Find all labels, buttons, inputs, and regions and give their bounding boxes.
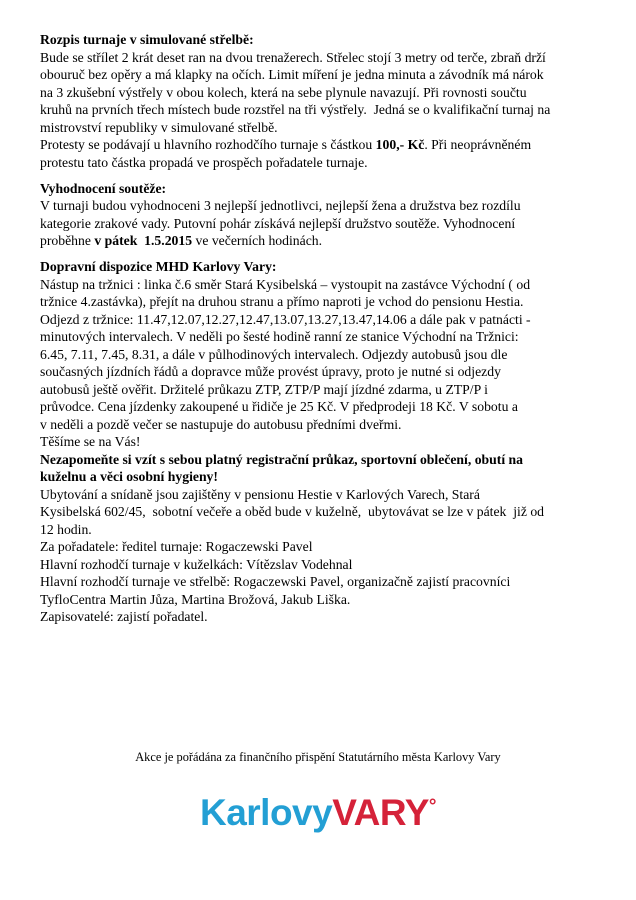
- logo-word-vary: VARY: [332, 792, 429, 833]
- text-line: Nástup na tržnici : linka č.6 směr Stará Kysibelská – vystoupit na zastávce Východní ( od: [40, 276, 531, 292]
- reminder-bold-line: Nezapomeňte si vzít s sebou platný registrační průkaz, sportovní oblečení, obutí na: [40, 451, 523, 467]
- evaluation-text: ve večerních hodinách.: [192, 233, 323, 248]
- protest-fee: 100,- Kč: [375, 137, 425, 152]
- protest-text: . Při neoprávněném: [424, 137, 532, 152]
- organizer-line: Hlavní rozhodčí turnaje ve střelbě: Rogaczewski Pavel, organizačně zajistí pracovníci: [40, 574, 511, 589]
- section-heading-shooting: Rozpis turnaje v simulované střelbě:: [40, 32, 254, 47]
- logo-degree-mark: °: [428, 796, 437, 817]
- text-line: v neděli a pozdě večer se nastupuje do autobusu předními dveřmi.: [40, 416, 402, 432]
- text-line: tržnice 4.zastávka), přejít na druhou stranu a přímo naproti je vchod do pensionu Hestia.: [40, 294, 524, 309]
- section-spacer: [40, 250, 620, 259]
- text-line: Kysibelská 602/45, sobotní večeře a oběd bude v kuželně, ubytovávat se lze v pátek již od: [40, 504, 545, 519]
- text-line: obouruč bez opěry a má klapky na očích. Limit míření je jedna minuta a závodník má nárok: [40, 67, 544, 82]
- karlovy-vary-logo: [0, 792, 636, 834]
- text-line: na 3 zkušební výstřely v obou kolech, která na sebe plynule navazují. Při rovnosti součtu: [40, 84, 527, 100]
- organizer-line: Za pořadatele: ředitel turnaje: Rogaczewski Pavel: [40, 539, 313, 554]
- document-body: [40, 31, 620, 626]
- text-line: minutových intervalech. V neděli po šesté hodině ranní ze stanice Východní na Tržnici:: [40, 329, 519, 344]
- text-line: Ubytování a snídaně jsou zajištěny v pensionu Hestie v Karlových Varech, Stará: [40, 486, 480, 502]
- closing-line: Těšíme se na Vás!: [40, 434, 141, 449]
- text-line: [40, 136, 620, 154]
- footer-note: Akce je pořádána za finančního přispění Statutárního města Karlovy Vary: [135, 750, 501, 764]
- text-line: V turnaji budou vyhodnoceni 3 nejlepší jednotlivci, nejlepší žena a družstva bez rozdílu: [40, 198, 521, 213]
- section-spacer: [40, 171, 620, 180]
- organizer-line: TyfloCentra Martin Jůza, Martina Brožová, Jakub Liška.: [40, 591, 351, 607]
- section-heading-transport: Dopravní dispozice MHD Karlovy Vary:: [40, 259, 277, 274]
- text-line: kategorie zrakové vady. Putovní pohár získává nejlepší družstvo soutěže. Vyhodnocení: [40, 215, 516, 231]
- text-line: [40, 232, 620, 250]
- event-date: v pátek 1.5.2015: [94, 233, 193, 248]
- protest-text: Protesty se podávají u hlavního rozhodčího turnaje s částkou: [40, 137, 376, 152]
- text-line: 12 hodin.: [40, 521, 92, 537]
- text-line: protestu tato částka propadá ve prospěch pořadatele turnaje.: [40, 154, 368, 170]
- text-line: mistrovství republiky v simulované střelbě.: [40, 119, 278, 135]
- text-line: autobusů ještě ověřit. Držitelé průkazu ZTP, ZTP/P mají jízdné zdarma, u ZTP/P i: [40, 381, 488, 397]
- text-line: průvodce. Cena jízdenky zakoupené u řidiče je 25 Kč. V předprodeji 18 Kč. V sobotu a: [40, 399, 518, 414]
- text-line: současných jízdních řádů a dopravce může provést úpravy, proto je nutné si odjezdy: [40, 364, 501, 379]
- text-line: 6.45, 7.11, 7.45, 8.31, a dále v půlhodinových intervalech. Odjezdy autobusů jsou dle: [40, 346, 508, 362]
- section-heading-evaluation: Vyhodnocení soutěže:: [40, 180, 167, 196]
- text-line: Bude se střílet 2 krát deset ran na dvou trenažerech. Střelec stojí 3 metry od terče, zbraň drží: [40, 49, 546, 65]
- text-line: Odjezd z tržnice: 11.47,12.07,12.27,12.47,13.07,13.27,13.47,14.06 a dále pak v patnácti -: [40, 311, 531, 327]
- reminder-bold-line: kuželnu a věci osobní hygieny!: [40, 469, 218, 484]
- text-line: kruhů na prvních třech místech bude rozstřel na tři výstřely. Jedná se o kvalifikační turnaj na: [40, 102, 551, 117]
- organizer-line: Zapisovatelé: zajistí pořadatel.: [40, 609, 208, 624]
- evaluation-text: proběhne: [40, 233, 95, 248]
- organizer-line: Hlavní rozhodčí turnaje v kuželkách: Vítězslav Vodehnal: [40, 556, 353, 572]
- logo-word-karlovy: Karlovy: [199, 792, 333, 833]
